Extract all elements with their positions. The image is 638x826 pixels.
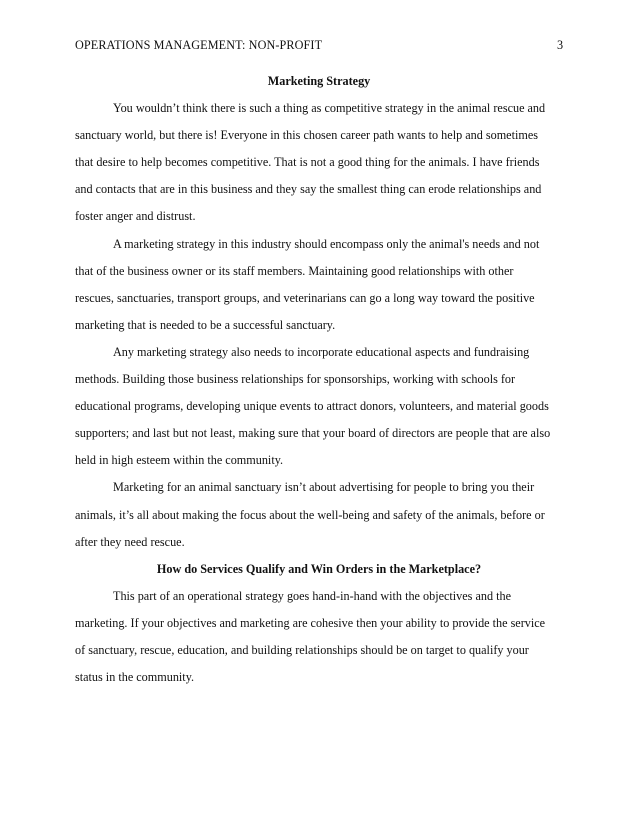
paragraph-line: A marketing strategy in this industry should encompass only the animal's needs and not — [113, 236, 540, 251]
paragraph-line: held in high esteem within the community. — [75, 453, 284, 468]
paragraph-line: after they need rescue. — [75, 534, 185, 549]
paragraph-line: sanctuary world, but there is! Everyone in this chosen career path wants to help and sometimes — [75, 128, 538, 143]
paragraph-line: animals, it’s all about making the focus about the well-being and safety of the animals, before or — [75, 507, 545, 522]
page-number: 3 — [557, 38, 564, 52]
paragraph-line: educational programs, developing unique events to attract donors, volunteers, and material goods — [75, 399, 549, 414]
document-body — [75, 71, 563, 694]
paragraph — [75, 342, 563, 477]
running-head: OPERATIONS MANAGEMENT: NON-PROFIT — [75, 38, 323, 52]
paragraph-line: Marketing for an animal sanctuary isn’t about advertising for people to bring you their — [113, 480, 535, 495]
paragraph-line: marketing. If your objectives and marketing are cohesive then your ability to provide the service — [75, 615, 546, 630]
paragraph-line: and contacts that are in this business and they say the smallest thing can erode relationships and — [75, 182, 542, 197]
paragraph-line: that of the business owner or its staff members. Maintaining good relationships with other — [75, 263, 514, 278]
paragraph — [75, 586, 563, 694]
section-heading-marketing-strategy: Marketing Strategy — [267, 74, 371, 88]
paragraph-line: This part of an operational strategy goes hand-in-hand with the objectives and the — [113, 588, 512, 603]
paragraph-line: that desire to help becomes competitive. That is not a good thing for the animals. I have friends — [75, 155, 540, 170]
paragraph — [75, 234, 563, 342]
paragraph — [75, 477, 563, 558]
paragraph-line: rescues, sanctuaries, transport groups, and veterinarians can go a long way toward the positive — [75, 290, 535, 305]
paragraph-line: methods. Building those business relationships for sponsorships, working with schools for — [75, 372, 516, 387]
paragraph-line: You wouldn’t think there is such a thing as competitive strategy in the animal rescue and — [113, 101, 546, 116]
paragraph-line: of sanctuary, rescue, education, and building relationships should be on target to qualify your — [75, 642, 529, 657]
paragraph — [75, 98, 563, 233]
paragraph-line: supporters; and last but not least, making sure that your board of directors are people that are also — [75, 426, 551, 441]
paragraph-line: marketing that is needed to be a successful sanctuary. — [75, 317, 336, 332]
paragraph-line: foster anger and distrust. — [75, 209, 196, 224]
paragraph-line: status in the community. — [75, 670, 195, 685]
paragraph-line: Any marketing strategy also needs to incorporate educational aspects and fundraising — [113, 344, 530, 359]
section-heading-services-qualify: How do Services Qualify and Win Orders in the Marketplace? — [156, 561, 482, 576]
